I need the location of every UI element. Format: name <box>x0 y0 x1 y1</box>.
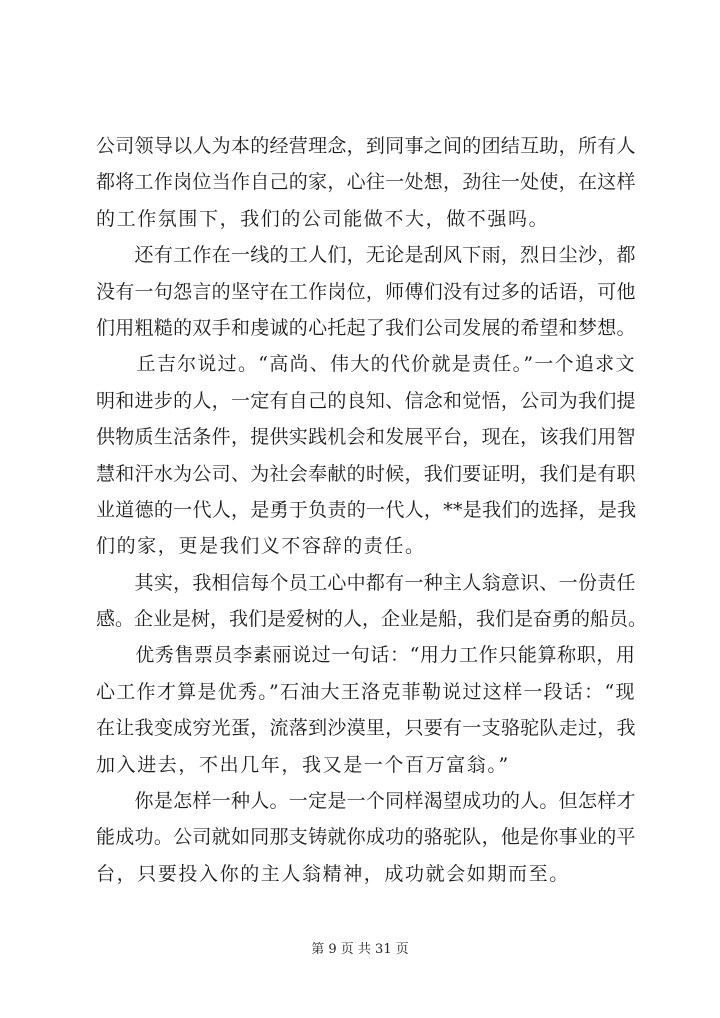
text-line: 明和进步的人，一定有自己的良知、信念和觉悟，公司为我们提 <box>96 389 636 412</box>
text-line: 还有工作在一线的工人们，无论是刮风下雨，烈日尘沙，都 <box>96 244 636 267</box>
text-line: 业道德的一代人，是勇于负责的一代人，**是我们的选择，是我 <box>96 498 637 521</box>
text-line: 你是怎样一种人。一定是一个同样渴望成功的人。但怎样才 <box>96 790 636 813</box>
text-line: 心工作才算是优秀。”石油大王洛克菲勒说过这样一段话：“现 <box>96 680 636 703</box>
text-line: 没有一句怨言的坚守在工作岗位，师傅们没有过多的话语，可他 <box>96 280 636 303</box>
text-line: 优秀售票员李素丽说过一句话：“用力工作只能算称职，用 <box>96 644 636 667</box>
text-line: 供物质生活条件，提供实践机会和发展平台，现在，该我们用智 <box>96 426 636 449</box>
text-line: 丘吉尔说过。“高尚、伟大的代价就是责任。”一个追求文 <box>96 353 636 376</box>
text-line: 慧和汗水为公司、为社会奉献的时候，我们要证明，我们是有职 <box>96 462 636 485</box>
body-text <box>96 128 648 892</box>
text-line: 加入进去，不出几年，我又是一个百万富翁。” <box>96 753 510 776</box>
text-line: 的工作氛围下，我们的公司能做不大，做不强吗。 <box>96 207 550 230</box>
text-line: 感。企业是树，我们是爱树的人，企业是船，我们是奋勇的船员。 <box>96 608 648 631</box>
text-line: 都将工作岗位当作自己的家，心往一处想，劲往一处使，在这样 <box>96 171 636 194</box>
text-line: 其实，我相信每个员工心中都有一种主人翁意识、一份责任 <box>96 571 636 594</box>
text-line: 台，只要投入你的主人翁精神，成功就会如期而至。 <box>96 862 570 885</box>
text-line: 公司领导以人为本的经营理念，到同事之间的团结互助，所有人 <box>96 135 636 157</box>
text-line: 们的家，更是我们义不容辞的责任。 <box>96 535 426 558</box>
text-line: 能成功。公司就如同那支铸就你成功的骆驼队，他是你事业的平 <box>96 826 636 849</box>
page-number-footer: 第 9 页 共 31 页 <box>311 942 409 957</box>
text-line: 在让我变成穷光蛋，流落到沙漠里，只要有一支骆驼队走过，我 <box>96 717 636 740</box>
text-line: 们用粗糙的双手和虔诚的心托起了我们公司发展的希望和梦想。 <box>96 316 636 339</box>
